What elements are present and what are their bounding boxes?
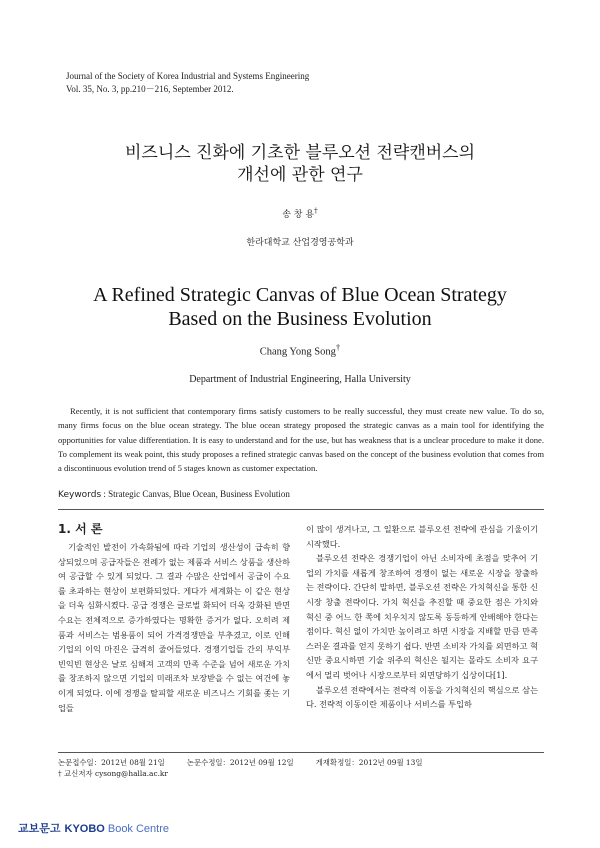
english-title	[0, 283, 600, 331]
logo-english: KYOBO	[64, 823, 105, 835]
divider	[58, 509, 544, 510]
korean-title-line2: 개선에 관한 연구	[237, 165, 363, 185]
english-author	[0, 342, 600, 358]
english-title-line2: Based on the Business Evolution	[168, 308, 432, 330]
english-title-line1: A Refined Strategic Canvas of Blue Ocean Strategy	[93, 284, 507, 306]
section-heading: 1. 서 론	[58, 522, 103, 536]
footnote-dates	[58, 757, 422, 768]
english-author-mark: †	[335, 342, 341, 352]
abstract: Recently, it is not sufficient that contemporary firms satisfy customers to be really successful, they must create new value. To do so, many firms focus on the blue ocean strategy. The blue ocean strategy proposed the strategic canvas as a main tool for identifying the opportunities for value differentiation. It is easy to understand and for the use, but has weakness that is a unclear procedure to make it done. To complement its weak point, this study proposes a refined strategic canvas based on the concept of the business evolution that comes from a discontinuous evolution trend of 5 stages known as customer expectation.	[58, 406, 544, 474]
body-paragraph: 블루오션 전략에서는 전략적 이동을 가치혁신의 핵심으로 삼는다. 전략적 이동이란 제품이나 서비스를 투입하	[306, 684, 538, 710]
body-paragraph-continued: 이 많이 생겨나고, 그 일환으로 블루오션 전략에 관심을 기울이기 시작했다.	[306, 524, 538, 549]
revised-date: 논문수정일：2012년 09월 12일	[186, 758, 294, 767]
keywords-label: Keywords	[58, 490, 102, 500]
korean-title	[0, 142, 600, 186]
journal-name: Journal of the Society of Korea Industrial and Systems Engineering	[66, 71, 310, 81]
footnote	[58, 757, 422, 779]
accepted-date: 게재확정일：2012년 09월 13일	[315, 758, 423, 767]
journal-volume: Vol. 35, No. 3, pp.210－216, September 2012.	[66, 84, 234, 94]
korean-affiliation: 한라대학교 산업경영공학과	[246, 238, 354, 248]
korean-author-name: 송 창 용	[282, 210, 315, 220]
english-affiliation: Department of Industrial Engineering, Halla University	[189, 374, 411, 385]
received-date: 논문접수일：2012년 08월 21일	[58, 758, 165, 767]
korean-title-line1: 비즈니스 진화에 기초한 블루오션 전략캔버스의	[124, 143, 476, 163]
journal-info	[66, 70, 309, 96]
keywords-text: : Strategic Canvas, Blue Ocean, Business Evolution	[103, 489, 290, 499]
corresponding-author: † 교신저자 cysong@halla.ac.kr	[58, 769, 168, 778]
body-paragraph: 기술적인 발전이 가속화됨에 따라 기업의 생산성이 급속히 향상되었으며 공급자들은 전례가 없는 제품과 서비스 상품을 생산하여 공급할 수 있게 되었다. 그 결과 수많은 산업에서 공급이 수요를 초과하는 현상이 보편화되었다. 게다가 세계화는 이 같은 현상을 더욱 심화시켰다. 공급 경쟁은 글로벌 화되어 더욱 강화된 반면 수요는 전체적으로 증가하였다는 명확한 증거가 없다. 오히려 제품과 서비스는 범용품이 되어 가격경쟁만을 부추겼고, 이로 인해 기업의 이익 마진은 급격히 줄어들었다. 경쟁기업들 간의 부익부 빈익빈 현상은 날로 심해져 고객의 만족 수준을 넘어 새로운 가치를 창조하지 않으면 기업의 미래조차 보장받을 수 없는 여건에 놓이게 되었다. 이에 경쟁을 탈피할 새로운 비즈니스 기회를 좇는 기업들	[58, 542, 290, 713]
korean-author-mark: †	[314, 206, 318, 215]
kyobo-logo	[18, 820, 169, 836]
logo-subtitle: Book Centre	[107, 823, 170, 835]
korean-author	[0, 206, 600, 220]
footnote-divider	[58, 752, 544, 753]
logo-korean: 교보문고	[18, 822, 61, 835]
keywords	[58, 489, 290, 500]
english-author-name: Chang Yong Song	[259, 346, 336, 358]
body-paragraph: 블루오션 전략은 경쟁기업이 아닌 소비자에 초점을 맞추어 기업의 가치를 새롭게 창조하여 경쟁이 없는 새로운 시장을 창출하는 전략이다. 간단히 말하면, 블루오션 전략은 가치혁신을 통한 신 시장 창출 전략이다. 가치 혁신을 추진할 때 중요한 점은 가치와 혁신 중 어느 한 쪽에 치우치지 않도록 동등하게 안배해야 한다는 점이다. 혁신 없이 가치만 높이려고 하면 시장을 지배할 만큼 만족스러운 결과를 얻지 못하기 쉽다. 반면 소비자 가치를 외면하고 혁신만 중요시하면 기술 위주의 혁신은 될지는 몰라도 소비자 요구에서 멀리 벗어나 시장으로부터 외면당하기 십상이다[1].	[306, 553, 538, 680]
right-column	[306, 522, 538, 712]
left-column	[58, 540, 290, 715]
